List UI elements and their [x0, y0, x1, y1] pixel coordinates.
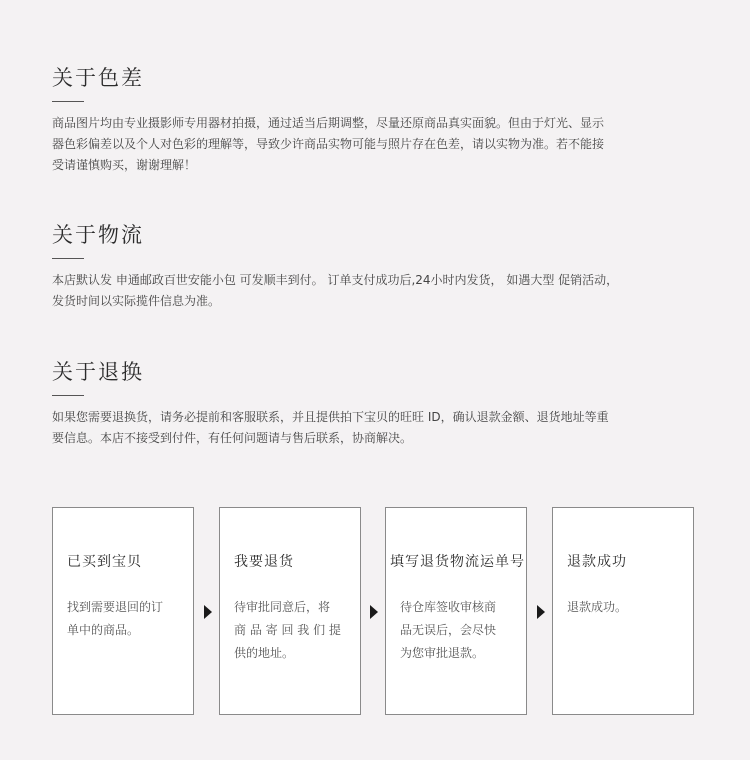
body-line: 商品图片均由专业摄影师专用器材拍摄，通过适当后期调整，尽量还原商品真实面貌。但由于灯光、显示: [52, 116, 605, 130]
section-body: [52, 407, 712, 449]
body-line: 如果您需要退换货，请务必提前和客服联系，并且提供拍下宝贝的旺旺 ID，确认退款金额、退货地址等重: [52, 410, 609, 424]
step-title: 我要退货: [234, 554, 294, 570]
body-line: 器色彩偏差以及个人对色彩的理解等，导致少许商品实物可能与照片存在色差，请以实物为准。若不能接: [52, 137, 605, 151]
step-card-refund-success: [552, 507, 694, 715]
step-description: [400, 596, 518, 665]
step-description: [67, 596, 185, 642]
step-desc-line: 待审批同意后，将: [234, 600, 331, 614]
section-color-difference: [52, 64, 712, 176]
section-logistics: [52, 221, 712, 312]
step-description: [567, 596, 685, 619]
arrow-right-icon: [204, 605, 212, 619]
section-body: [52, 270, 712, 312]
section-body: [52, 113, 712, 176]
step-title: 已买到宝贝: [67, 554, 142, 570]
body-line: 本店默认发 申通邮政百世安能小包 可发顺丰到付。 订单支付成功后,24小时内发货， 如遇大型 促销活动，: [52, 273, 619, 287]
step-desc-line: 待仓库签收审核商: [400, 600, 497, 614]
section-returns: [52, 358, 712, 449]
body-line: 发货时间以实际揽件信息为准。: [52, 294, 221, 308]
section-title: 关于色差: [52, 66, 144, 90]
step-desc-line: 品无误后，会尽快: [400, 623, 497, 637]
step-title: 填写退货物流运单号: [390, 554, 525, 570]
section-title: 关于物流: [52, 223, 144, 247]
section-divider: [52, 258, 84, 259]
arrow-right-icon: [370, 605, 378, 619]
section-title: 关于退换: [52, 360, 144, 384]
step-desc-line: 单中的商品。: [67, 623, 140, 637]
step-description: [234, 596, 352, 665]
body-line: 受请谨慎购买，谢谢理解！: [52, 158, 197, 172]
return-process-steps: [52, 507, 697, 717]
section-divider: [52, 101, 84, 102]
step-card-request-return: [219, 507, 361, 715]
body-line: 要信息。本店不接受到付件，有任何问题请与售后联系，协商解决。: [52, 431, 413, 445]
step-desc-line: 供的地址。: [234, 646, 295, 660]
step-desc-line: 商 品 寄 回 我 们 提: [234, 623, 341, 637]
step-card-purchased: [52, 507, 194, 715]
arrow-right-icon: [537, 605, 545, 619]
step-desc-line: 为您审批退款。: [400, 646, 485, 660]
step-desc-line: 退款成功。: [567, 600, 628, 614]
step-title: 退款成功: [567, 554, 627, 570]
section-divider: [52, 395, 84, 396]
step-desc-line: 找到需要退回的订: [67, 600, 164, 614]
step-card-fill-tracking: [385, 507, 527, 715]
